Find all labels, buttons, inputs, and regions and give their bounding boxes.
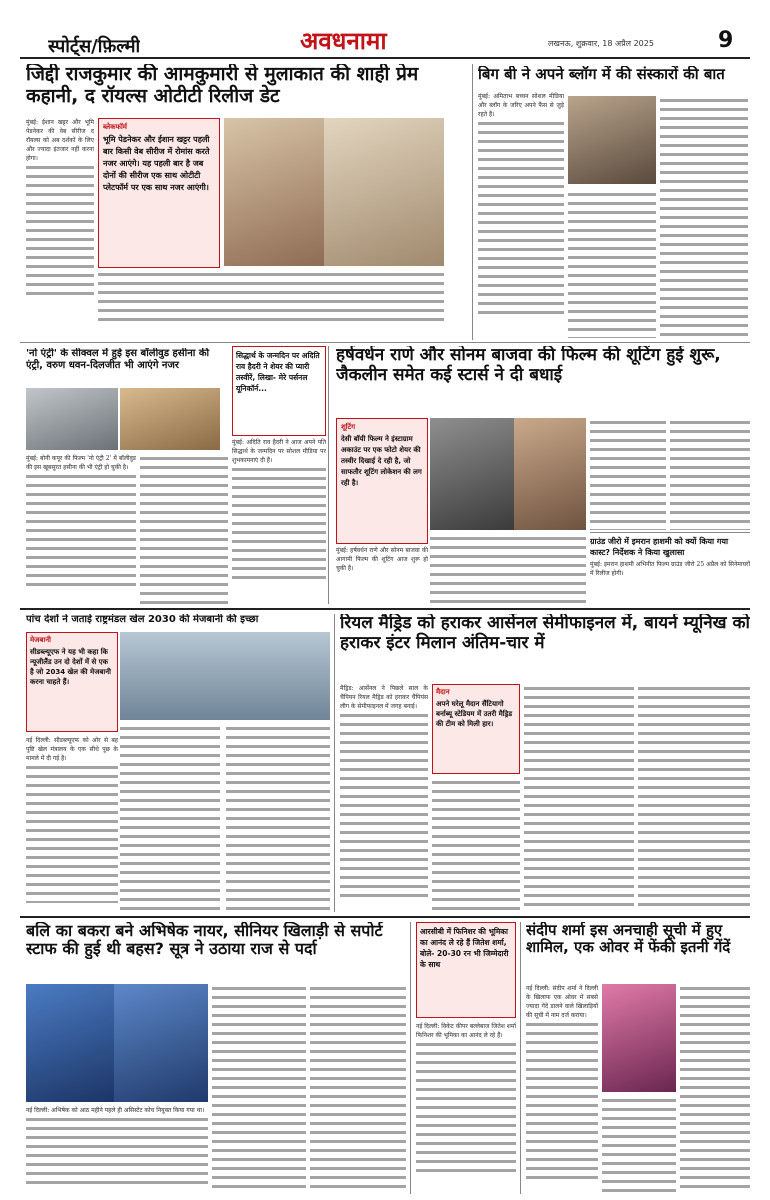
story9-headline: बलि का बकरा बने अभिषेक नायर, सीनियर खिलाड़ी से सपोर्ट स्टाफ की हुई थी बहस? सूत्र ने उठाया राज से पर्दा (26, 922, 383, 959)
column-divider (328, 346, 329, 604)
story11-body (526, 984, 598, 1194)
body-text-block (26, 763, 118, 903)
masthead-logo (300, 24, 440, 54)
story5-photo-bajwa (514, 418, 586, 530)
story5-pull-quote: देसी बॉयी फिल्म ने इंस्टाग्राम अकाउंट पर एक फोटो शेयर की तस्वीर दिखाई दे रही है, जो साफतौर शूटिंग लोकेशन की लग रही है। (341, 435, 422, 487)
story8-kicker: मैदान (436, 688, 450, 696)
story10-lead: नई दिल्ली: विकेट कीपर बल्लेबाज जितेश शर्मा फिनिशर की भूमिका का आनंद ले रहे हैं। (416, 1023, 516, 1039)
body-text-block (660, 96, 748, 338)
story11-lead: नई दिल्ली: संदीप शर्मा ने दिल्ली के खिलाफ एक ओवर में सबसे ज्यादा गेंदें डालने वाले खिलाड़ियों की सूची में नाम दर्ज कराया। (526, 985, 598, 1019)
story10-body (416, 1022, 516, 1194)
story1-lead: मुंबई: ईशान खट्टर और भूमि पेडनेकर की वेब सीरीज द रॉयल्स को अब दर्शकों के लिए और ज्यादा इंतजार नहीं करना होगा। (26, 119, 94, 162)
story11-body-col3 (680, 984, 750, 1194)
story8-headline: रियल मैड्रिड को हराकर आर्सेनल सेमीफाइनल में, बायर्न म्यूनिख को हराकर इंटर मिलान अंतिम-चार में (340, 614, 750, 653)
story5-kicker: शूटिंग (341, 423, 356, 431)
story1-pullquote-box (98, 118, 220, 268)
story4-body (232, 438, 326, 604)
story1-body-col1 (26, 118, 94, 324)
story3-headline: 'नो एंट्री' के सीक्वल में हुई इस बॉलीवुड हसीना की एंट्री, वरुण धवन-दिलजीत भी आएंगे नजर (26, 348, 210, 371)
logo-text: अवधनामा (300, 26, 387, 54)
body-text-block (212, 984, 306, 1194)
story2-body (478, 92, 564, 338)
story8-lead: मैड्रिड: आर्सेनल ने पिछले साल के चैंपियन रियल मैड्रिड को हराकर चैंपियंस लीग के सेमीफाइनल में जगह बनाई। (340, 685, 428, 710)
story5-body-col2 (430, 534, 586, 604)
story9-photo-gambhir (114, 984, 208, 1102)
story1-photo-ishaan (224, 118, 324, 266)
body-text-block (432, 778, 520, 912)
story4-lead: मुंबई: अदिति राव हैदरी ने आज अपने पति सिद्धार्थ के जन्मदिन पर सोशल मीडिया पर शुभकामनाएं दी हैं। (232, 439, 326, 464)
body-text-block (340, 711, 428, 901)
body-text-block (310, 984, 406, 1194)
story3-lead: मुंबई: बोनी कपूर की फिल्म 'नो एंट्री 2' में बॉलीवुड की इस खूबसूरत हसीना की भी एंट्री हो चुकी है। (26, 455, 136, 471)
story1-photo-bhumi (324, 118, 444, 266)
body-text-block (26, 163, 94, 295)
story7-photo-stadium (120, 632, 330, 720)
story1-body-cols (98, 270, 444, 324)
story5-lead: मुंबई: हर्षवर्धन राणे और सोनम बाजवा की आगामी फिल्म की शूटिंग आज शुरू हो चुकी है। (336, 547, 428, 572)
story5-pullquote-box (336, 418, 428, 544)
story2-body-col3 (660, 96, 748, 338)
body-text-block (120, 724, 220, 912)
story1-headline: जिद्दी राजकुमार की आमकुमारी से मुलाकात की शाही प्रेम कहानी, द रॉयल्स ओटीटी रिलीज डेट (26, 64, 419, 107)
story9-body-col3 (310, 984, 406, 1194)
story5-photo-rane (430, 418, 514, 530)
story8-pullquote-box (432, 684, 520, 774)
body-text-block (478, 119, 564, 319)
body-text-block (680, 984, 750, 1194)
body-text-block (590, 418, 666, 530)
story9-lead: नई दिल्ली: अभिषेक को आठ महीने पहले ही असिस्टेंट कोच नियुक्त किया गया था। (26, 1107, 205, 1114)
dateline: लखनऊ, शुक्रवार, 18 अप्रैल 2025 (548, 39, 654, 48)
story5-body (336, 546, 428, 604)
body-text-block (430, 534, 586, 604)
story10-headline: आरसीबी में फिनिशर की भूमिका का आनंद ले रहे हैं जितेश शर्मा, बोले- 20-30 रन भी जिम्मेदारी के साथ (420, 927, 509, 969)
story3-photo-left (26, 388, 118, 450)
story5-body-col3 (590, 418, 666, 530)
story2-photo-amitabh (568, 96, 656, 184)
section-name: स्पोर्ट्स/फ़िल्मी (48, 36, 141, 56)
page-number: 9 (718, 28, 734, 53)
body-text-block (670, 418, 750, 530)
story8-body-col3 (524, 684, 634, 912)
section-divider (20, 916, 750, 918)
story2-lead: मुंबई: अमिताभ बच्चन सोशल मीडिया और ब्लॉग के जरिए अपने फैंस से जुड़े रहते हैं। (478, 93, 564, 118)
story2-body-col2 (568, 190, 656, 338)
story3-body (26, 454, 136, 604)
story5-body-col4 (670, 418, 750, 530)
body-text-block (602, 1096, 676, 1194)
story4-headline-box (232, 346, 326, 436)
masthead-divider (20, 57, 750, 59)
body-text-block (568, 190, 656, 338)
story7-body-col3 (226, 724, 330, 912)
masthead (0, 0, 770, 56)
story6-box (590, 532, 750, 605)
story7-body-col2 (120, 724, 220, 912)
story5-headline: हर्षवर्धन राणे और सोनम बाजवा की फिल्म की शूटिंग हुई शुरू, जैकलीन समेत कई स्टार्स ने दी बधाई (336, 346, 721, 385)
story9-body-col2 (212, 984, 306, 1194)
story8-body-col2 (432, 778, 520, 912)
story3-body-col2 (140, 454, 228, 604)
body-text-block (526, 1020, 598, 1180)
story11-photo-sandeep (602, 984, 676, 1092)
story3-photo-right (120, 388, 220, 450)
story9-body (26, 1106, 208, 1194)
story8-pull-quote: अपने घरेलू मैदान सैंटियागो बर्नाब्यू स्टेडियम में उतरी मैड्रिड की टीम को मिली हार। (436, 700, 513, 728)
story1-kicker: ब्लेकफॉर्म (103, 123, 127, 131)
section-divider (20, 342, 750, 343)
story7-lead: नई दिल्ली: सीडब्ल्यूएफ को ओर से बह पुष्टि खेल मंत्रालय के एक सीधे पूछ के मामले में दी गई है। (26, 737, 118, 762)
body-text-block (232, 465, 326, 585)
body-text-block (524, 684, 634, 912)
story11-body-col2 (602, 1096, 676, 1194)
section-divider (20, 608, 750, 610)
column-divider (472, 64, 473, 340)
story7-kicker: मेजबानी (30, 636, 51, 644)
story4-headline: सिद्धार्थ के जन्मदिन पर अदिति राव हैदरी ने शेयर की प्यारी तस्वीरें, लिखा- मेरे पर्सनल यूनिकॉर्न... (236, 351, 320, 393)
story8-body (340, 684, 428, 912)
body-text-block (26, 472, 136, 586)
column-divider (520, 922, 521, 1194)
story6-headline: ग्राउंड जीरो में इमरान हाशमी को क्यों किया गया कास्ट? निर्देशक ने किया खुलासा (590, 537, 729, 557)
story7-pull-quote: सीडब्ल्यूएफ ने यह भी कहा कि न्यूजीलैंड उन दो देशों में से एक है जो 2034 खेल की मेजबानी करना चाहते हैं। (30, 648, 111, 686)
story7-body (26, 736, 118, 912)
story1-pull-quote: भूमि पेडनेकर और ईशान खट्टर पहली बार किसी वेब सीरीज में रोमांस करते नजर आएंगे। यह पहली बार है जब दोनों की सीरीज एक साथ ओटीटी प्लेटफॉर्म पर एक साथ नजर आएंगी। (103, 135, 210, 192)
story7-headline: पांच देशों ने जताई राष्ट्रमंडल खेल 2030 की मेजबानी की इच्छा (26, 614, 259, 625)
body-text-block (140, 454, 228, 604)
story8-body-col4 (638, 684, 750, 912)
body-text-block (638, 684, 750, 912)
body-text-block (98, 270, 444, 324)
story11-headline: संदीप शर्मा इस अनचाही सूची में हुए शामिल, एक ओवर में फेंकी इतनी गेंदें (526, 922, 731, 957)
body-text-block (26, 1115, 208, 1185)
story7-pullquote-box (26, 632, 118, 732)
story6-lead: मुंबई: इमरान हाशमी अभिनीत फिल्म ग्राउंड जीरो 25 अप्रैल को सिनेमाघरों में रिलीज होगी। (590, 561, 750, 577)
column-divider (410, 922, 411, 1194)
story10-headline-box (416, 922, 516, 1018)
story2-headline: बिग बी ने अपने ब्लॉग में की संस्कारों की बात (478, 66, 725, 83)
body-text-block (226, 724, 330, 912)
story9-photo-nayar (26, 984, 114, 1102)
column-divider (334, 614, 335, 912)
body-text-block (416, 1040, 516, 1176)
